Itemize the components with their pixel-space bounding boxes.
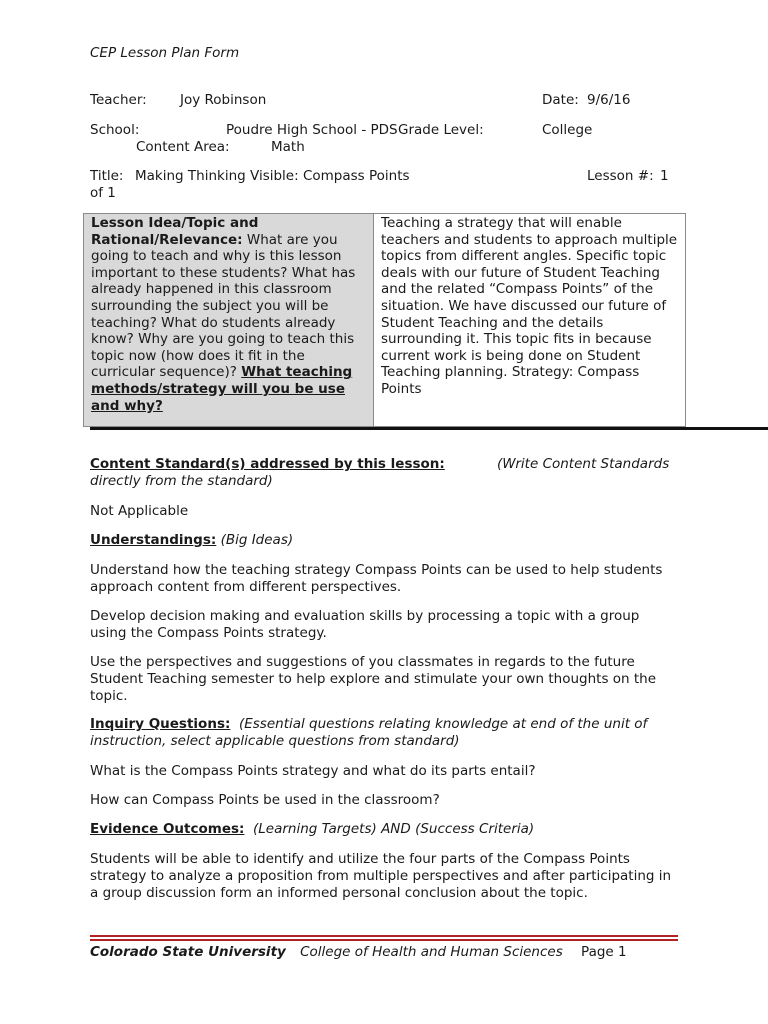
page-footer	[90, 944, 690, 961]
footer-page-number: Page 1	[581, 944, 627, 960]
strategy-question: What teaching methods/strategy will you be use and why?	[91, 364, 353, 414]
content-standards-heading: Content Standard(s) addressed by this lesson:	[90, 456, 445, 472]
lesson-number-value: 1	[660, 168, 669, 184]
content-area-label: Content Area:	[136, 139, 230, 155]
lesson-idea-heading: Lesson Idea/Topic and Rational/Relevance:	[91, 215, 259, 248]
lesson-idea-prompt-cell	[84, 214, 374, 427]
footer-college: College of Health and Human Sciences	[300, 944, 563, 960]
inquiry-question: How can Compass Points be used in the classroom?	[90, 792, 440, 808]
title-value: Making Thinking Visible: Compass Points	[135, 168, 410, 184]
evidence-note: (Learning Targets) AND (Success Criteria)	[253, 821, 535, 837]
content-area-row	[90, 139, 680, 156]
lesson-idea-response-cell	[374, 214, 686, 427]
evidence-heading-row	[90, 821, 680, 838]
school-value: Poudre High School - PDS	[226, 122, 398, 138]
date-label: Date:	[542, 92, 579, 108]
school-label: School:	[90, 122, 140, 138]
teacher-label: Teacher:	[90, 92, 147, 108]
section-divider	[90, 427, 768, 430]
understanding-item: Develop decision making and evaluation skills by processing a topic with a group using the Compass Points strategy.	[90, 608, 640, 641]
title-row	[90, 168, 680, 185]
evidence-text: Students will be able to identify and utilize the four parts of the Compass Points strategy to analyze a proposition from multiple perspectives and after participating in a group discussion form an informed personal conclusion about the topic.	[90, 851, 672, 901]
evidence-heading: Evidence Outcomes:	[90, 821, 245, 837]
inquiry-question: What is the Compass Points strategy and what do its parts entail?	[90, 763, 536, 779]
title-label: Title:	[90, 168, 124, 184]
date-value: 9/6/16	[587, 92, 631, 108]
content-standards-value: Not Applicable	[90, 503, 189, 519]
understandings-heading-row	[90, 532, 680, 549]
teacher-row	[90, 92, 680, 109]
content-area-value: Math	[271, 139, 305, 155]
school-row	[90, 122, 680, 139]
lesson-idea-prompt: What are you going to teach and why is this lesson important to these students? What has already happened in this classroom surrounding the subject you will be teaching? What do students already know? Why are you going to teach this topic now (how does it fit in the curricular sequence)?	[91, 231, 356, 381]
lesson-of-row	[90, 185, 680, 202]
understandings-heading: Understandings:	[90, 532, 217, 548]
footer-organization: Colorado State University	[90, 944, 286, 960]
inquiry-note: (Essential questions relating knowledge at end of the unit of instruction, select applicable questions from standard)	[90, 716, 648, 749]
form-title: CEP Lesson Plan Form	[90, 45, 240, 61]
footer-rule	[90, 939, 678, 941]
content-standards-note-b: directly from the standard)	[90, 473, 273, 489]
footer-rule	[90, 935, 678, 937]
lesson-of: of 1	[90, 185, 116, 201]
grade-level-label: Grade Level:	[398, 122, 484, 138]
understanding-item: Use the perspectives and suggestions of you classmates in regards to the future Student Teaching semester to help explore and stimulate your own thoughts on the topic.	[90, 654, 657, 704]
understanding-item: Understand how the teaching strategy Compass Points can be used to help students approach content from different perspectives.	[90, 562, 663, 595]
grade-level-value: College	[542, 122, 593, 138]
lesson-number-label: Lesson #:	[587, 168, 654, 184]
teacher-value: Joy Robinson	[180, 92, 267, 108]
lesson-idea-table	[83, 213, 686, 427]
content-standards-note-a: (Write Content Standards	[497, 456, 670, 472]
inquiry-heading-row	[90, 716, 680, 750]
lesson-idea-response: Teaching a strategy that will enable teachers and students to approach multiple topics from different angles. Specific topic deals with our future of Student Teaching and the related “Compass Points” of the situation. We have discussed our future of Student Teaching and the details surrounding it. This topic fits in because current work is being done on Student Teaching planning. Strategy: Compass Points	[381, 215, 678, 397]
understandings-note: (Big Ideas)	[220, 532, 294, 548]
inquiry-heading: Inquiry Questions:	[90, 716, 231, 732]
